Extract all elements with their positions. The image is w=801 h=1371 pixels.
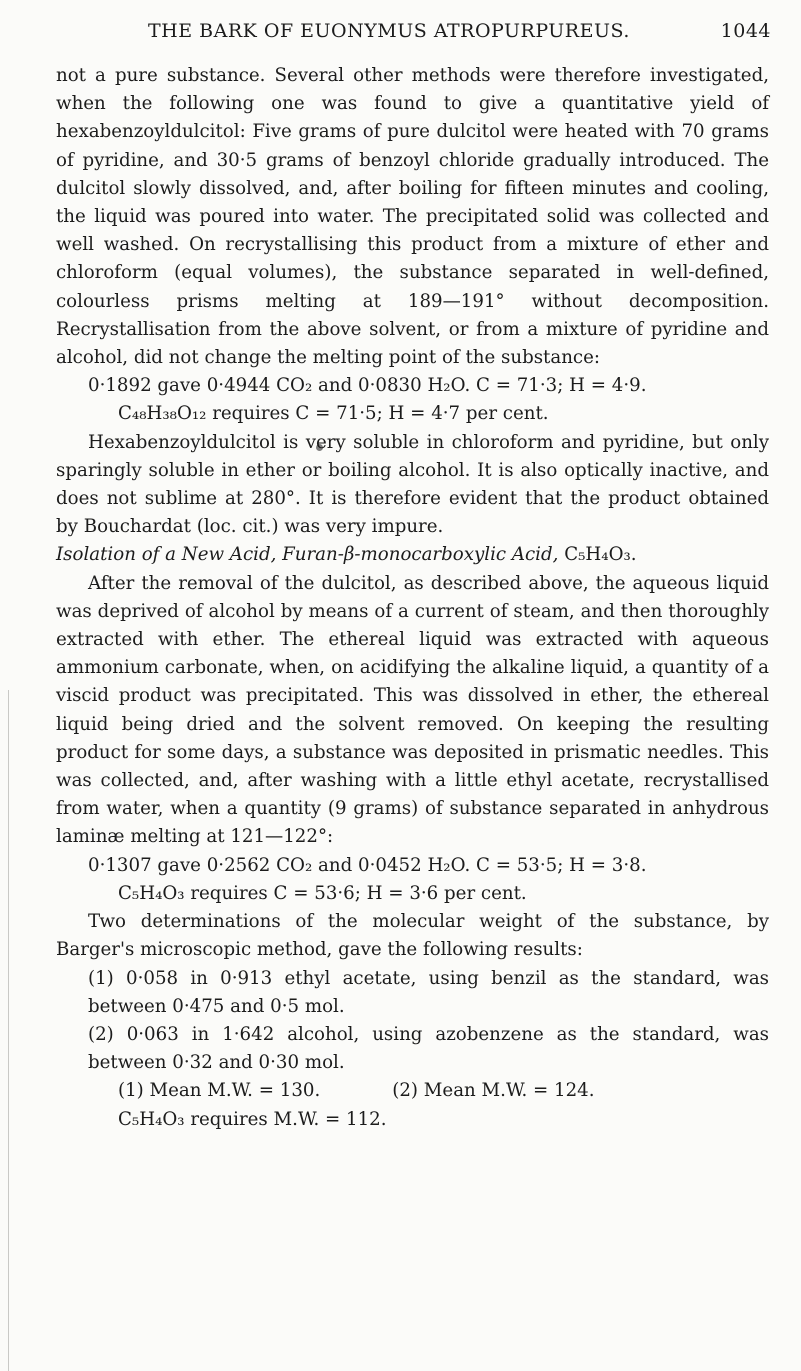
- result-item-1: (1) 0·058 in 0·913 ethyl acetate, using benzil as the standard, was between 0·475 and 0·5 mol.: [88, 967, 769, 1017]
- analysis-result: 0·1307 gave 0·2562 CO₂ and 0·0452 H₂O. C = 53·5; H = 3·8.: [88, 854, 647, 876]
- section-heading: [56, 541, 769, 569]
- analysis-result: 0·1892 gave 0·4944 CO₂ and 0·0830 H₂O. C = 71·3; H = 4·9.: [88, 375, 647, 397]
- section-heading-text: Isolation of a New Acid, Furan-β-monocarboxylic Acid,: [56, 544, 559, 566]
- paragraph-properties: Hexabenzoyldulcitol is very soluble in chloroform and pyridine, but only sparingly soluble in ether or boiling alcohol. It is also optically inactive, and does not sublime at 280°. It is therefore evident that the product obtained by Bouchardat (loc. cit.) was very impure.: [56, 431, 769, 538]
- article-body: [56, 62, 769, 1134]
- paragraph-benzoylation: not a pure substance. Several other methods were therefore investigated, when the following one was found to give a quantitative yield of hexabenzoyldulcitol: Five grams of pure dulcitol were heated with 70 grams of pyridine, and 30·5 grams of benzoyl chloride gradually introduced. The dulcitol slowly dissolved, and, after boiling for fifteen minutes and cooling, the liquid was poured into water. The precipitated solid was collected and well washed. On recrystallising this product from a mixture of ether and chloroform (equal volumes), the substance separated in well-defined, colourless prisms melting at 189—191° without decomposition. Recrystallisation from the above solvent, or from a mixture of pyridine and alcohol, did not change the melting point of the substance:: [56, 65, 769, 369]
- mean-weights: [56, 1077, 769, 1105]
- analysis-required: C₄₈H₃₈O₁₂ requires C = 71·5; H = 4·7 per cent.: [118, 403, 549, 425]
- binding-edge-line: [8, 690, 9, 1371]
- mean-weight-2: (2) Mean M.W. = 124.: [392, 1080, 595, 1102]
- paragraph-isolation: After the removal of the dulcitol, as described above, the aqueous liquid was deprived of alcohol by means of a current of steam, and then thoroughly extracted with ether. The ethereal liquid was extracted with aqueous ammonium carbonate, when, on acidifying the alkaline liquid, a quantity of a viscid product was precipitated. This was dissolved in ether, the ethereal liquid being dried and the solvent removed. On keeping the resulting product for some days, a substance was deposited in prismatic needles. This was collected, and, after washing with a little ethyl acetate, recrystallised from water, when a quantity (9 grams) of substance separated in anhydrous laminæ melting at 121—122°:: [56, 572, 769, 848]
- result-item-2: (2) 0·063 in 1·642 alcohol, using azobenzene as the standard, was between 0·32 and 0·30 mol.: [88, 1023, 769, 1074]
- mean-weight-1: (1) Mean M.W. = 130.: [118, 1080, 321, 1102]
- page-number: 1044: [720, 20, 771, 42]
- analysis-required: C₅H₄O₃ requires C = 53·6; H = 3·6 per cent.: [118, 882, 527, 904]
- section-heading-formula: C₅H₄O₃.: [564, 544, 637, 566]
- paragraph-molecular-weight: Two determinations of the molecular weight of the substance, by Barger's microscopic method, gave the following results:: [56, 911, 769, 961]
- required-weight: C₅H₄O₃ requires M.W. = 112.: [118, 1108, 387, 1130]
- running-title: THE BARK OF EUONYMUS ATROPURPUREUS.: [148, 20, 630, 42]
